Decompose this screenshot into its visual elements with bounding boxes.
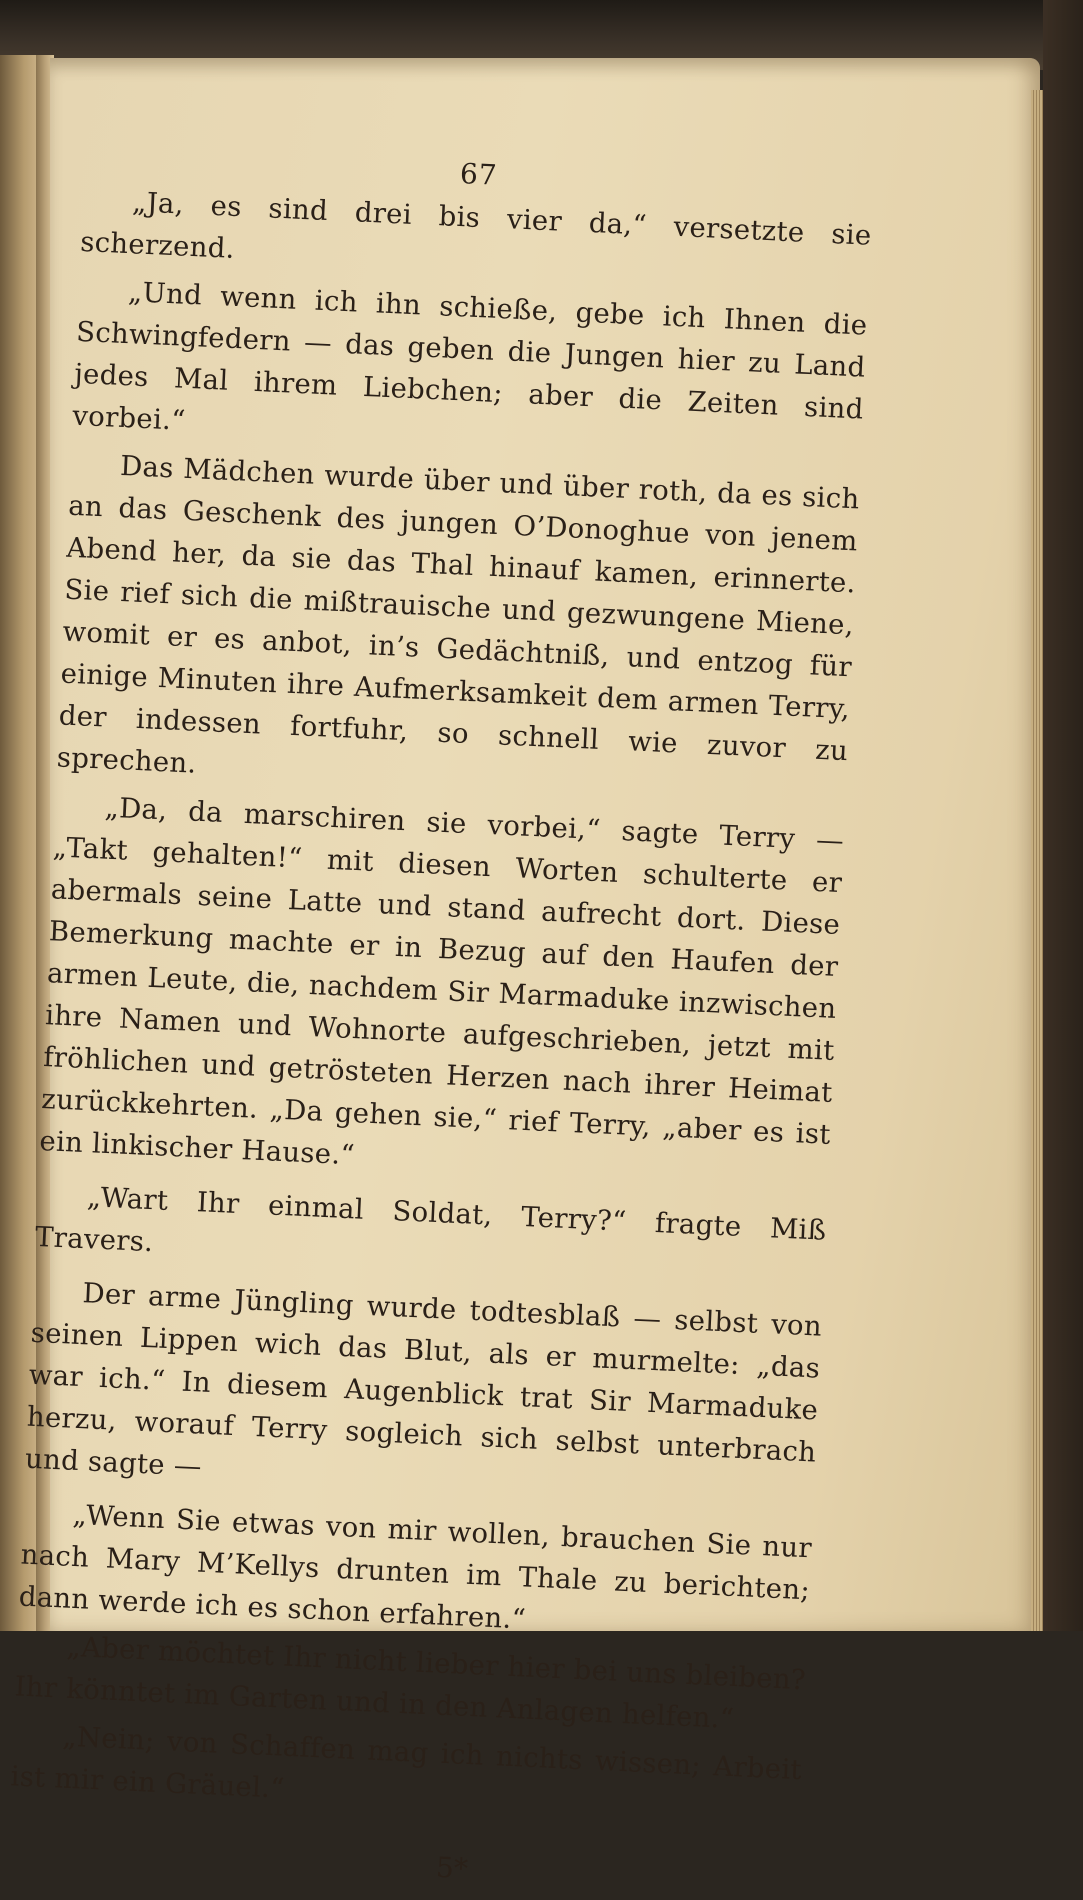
book-cover-right — [1043, 0, 1083, 1631]
page-edges — [1031, 90, 1043, 1631]
paragraph: „Wart Ihr einmal Soldat, Terry?“ fragte Miß Travers. — [34, 1181, 828, 1259]
paragraph: Das Mädchen wurde über und über roth, da es sich an das Geschenk des jungen O’Donoghue von jenem Abend her, da sie das Thal hinauf kamen, erinnerte. Sie rief sich die mißtrauische und gezwungene Miene, womit er es anbot, in’s Gedächtniß, und entzog für einige Minuten ihre Aufmerksamkeit dem armen Terry, der indessen fortfuhr, so schnell wie zuvor zu sprechen. — [56, 449, 861, 780]
paragraph: „Und wenn ich ihn schieße, gebe ich Ihnen die Schwingfedern — das geben die Jungen hier zu Land jedes Mal ihrem Liebchen; aber die Zeiten sind vorbei.“ — [71, 276, 869, 437]
signature-mark: 5* — [435, 1850, 469, 1886]
paragraph: „Da, da marschiren sie vorbei,“ sagte Terry — „Takt gehalten!“ mit diesen Worten schulterte er abermals seine Latte und stand aufrecht dort. Diese Bemerkung machte er in Bezug auf den Haufen der armen Leute, die, nachdem Sir Marmaduke inzwischen ihre Namen und Wohnorte aufgeschrieben, jetzt mit fröhlichen und getrösteten Herzen nach ihrer Heimat zurückkehrten. „Da gehen sie,“ rief Terry, „aber es ist ein linkischer Hause.“ — [38, 791, 845, 1172]
paragraph: „Wenn Sie etwas von mir wollen, brauchen Sie nur nach Mary M’Kellys drunten im Thale zu berichten; dann werde ich es schon erfahren.“ — [18, 1498, 813, 1636]
paragraph: „Aber möchtet Ihr nicht lieber hier bei uns bleiben? Ihr könntet im Garten und in den Anlagen helfen.“ — [14, 1630, 807, 1736]
paragraph: Der arme Jüngling wurde todtesblaß — selbst von seinen Lippen wich das Blut, als er murmelte: „das war ich.“ In diesem Augenblick trat Sir Marmaduke herzu, worauf Terry sogleich sich selbst unterbrach und sagte — — [24, 1277, 823, 1483]
paragraph: „Nein; von Schaffen mag ich nichts wissen; Arbeit ist mir ein Gräuel.“ — [9, 1720, 803, 1805]
page-number: 67 — [459, 157, 499, 192]
page-text — [7, 140, 874, 1900]
paragraph: „Ja, es sind drei bis vier da,“ versetzte sie scherzend. — [79, 186, 873, 265]
